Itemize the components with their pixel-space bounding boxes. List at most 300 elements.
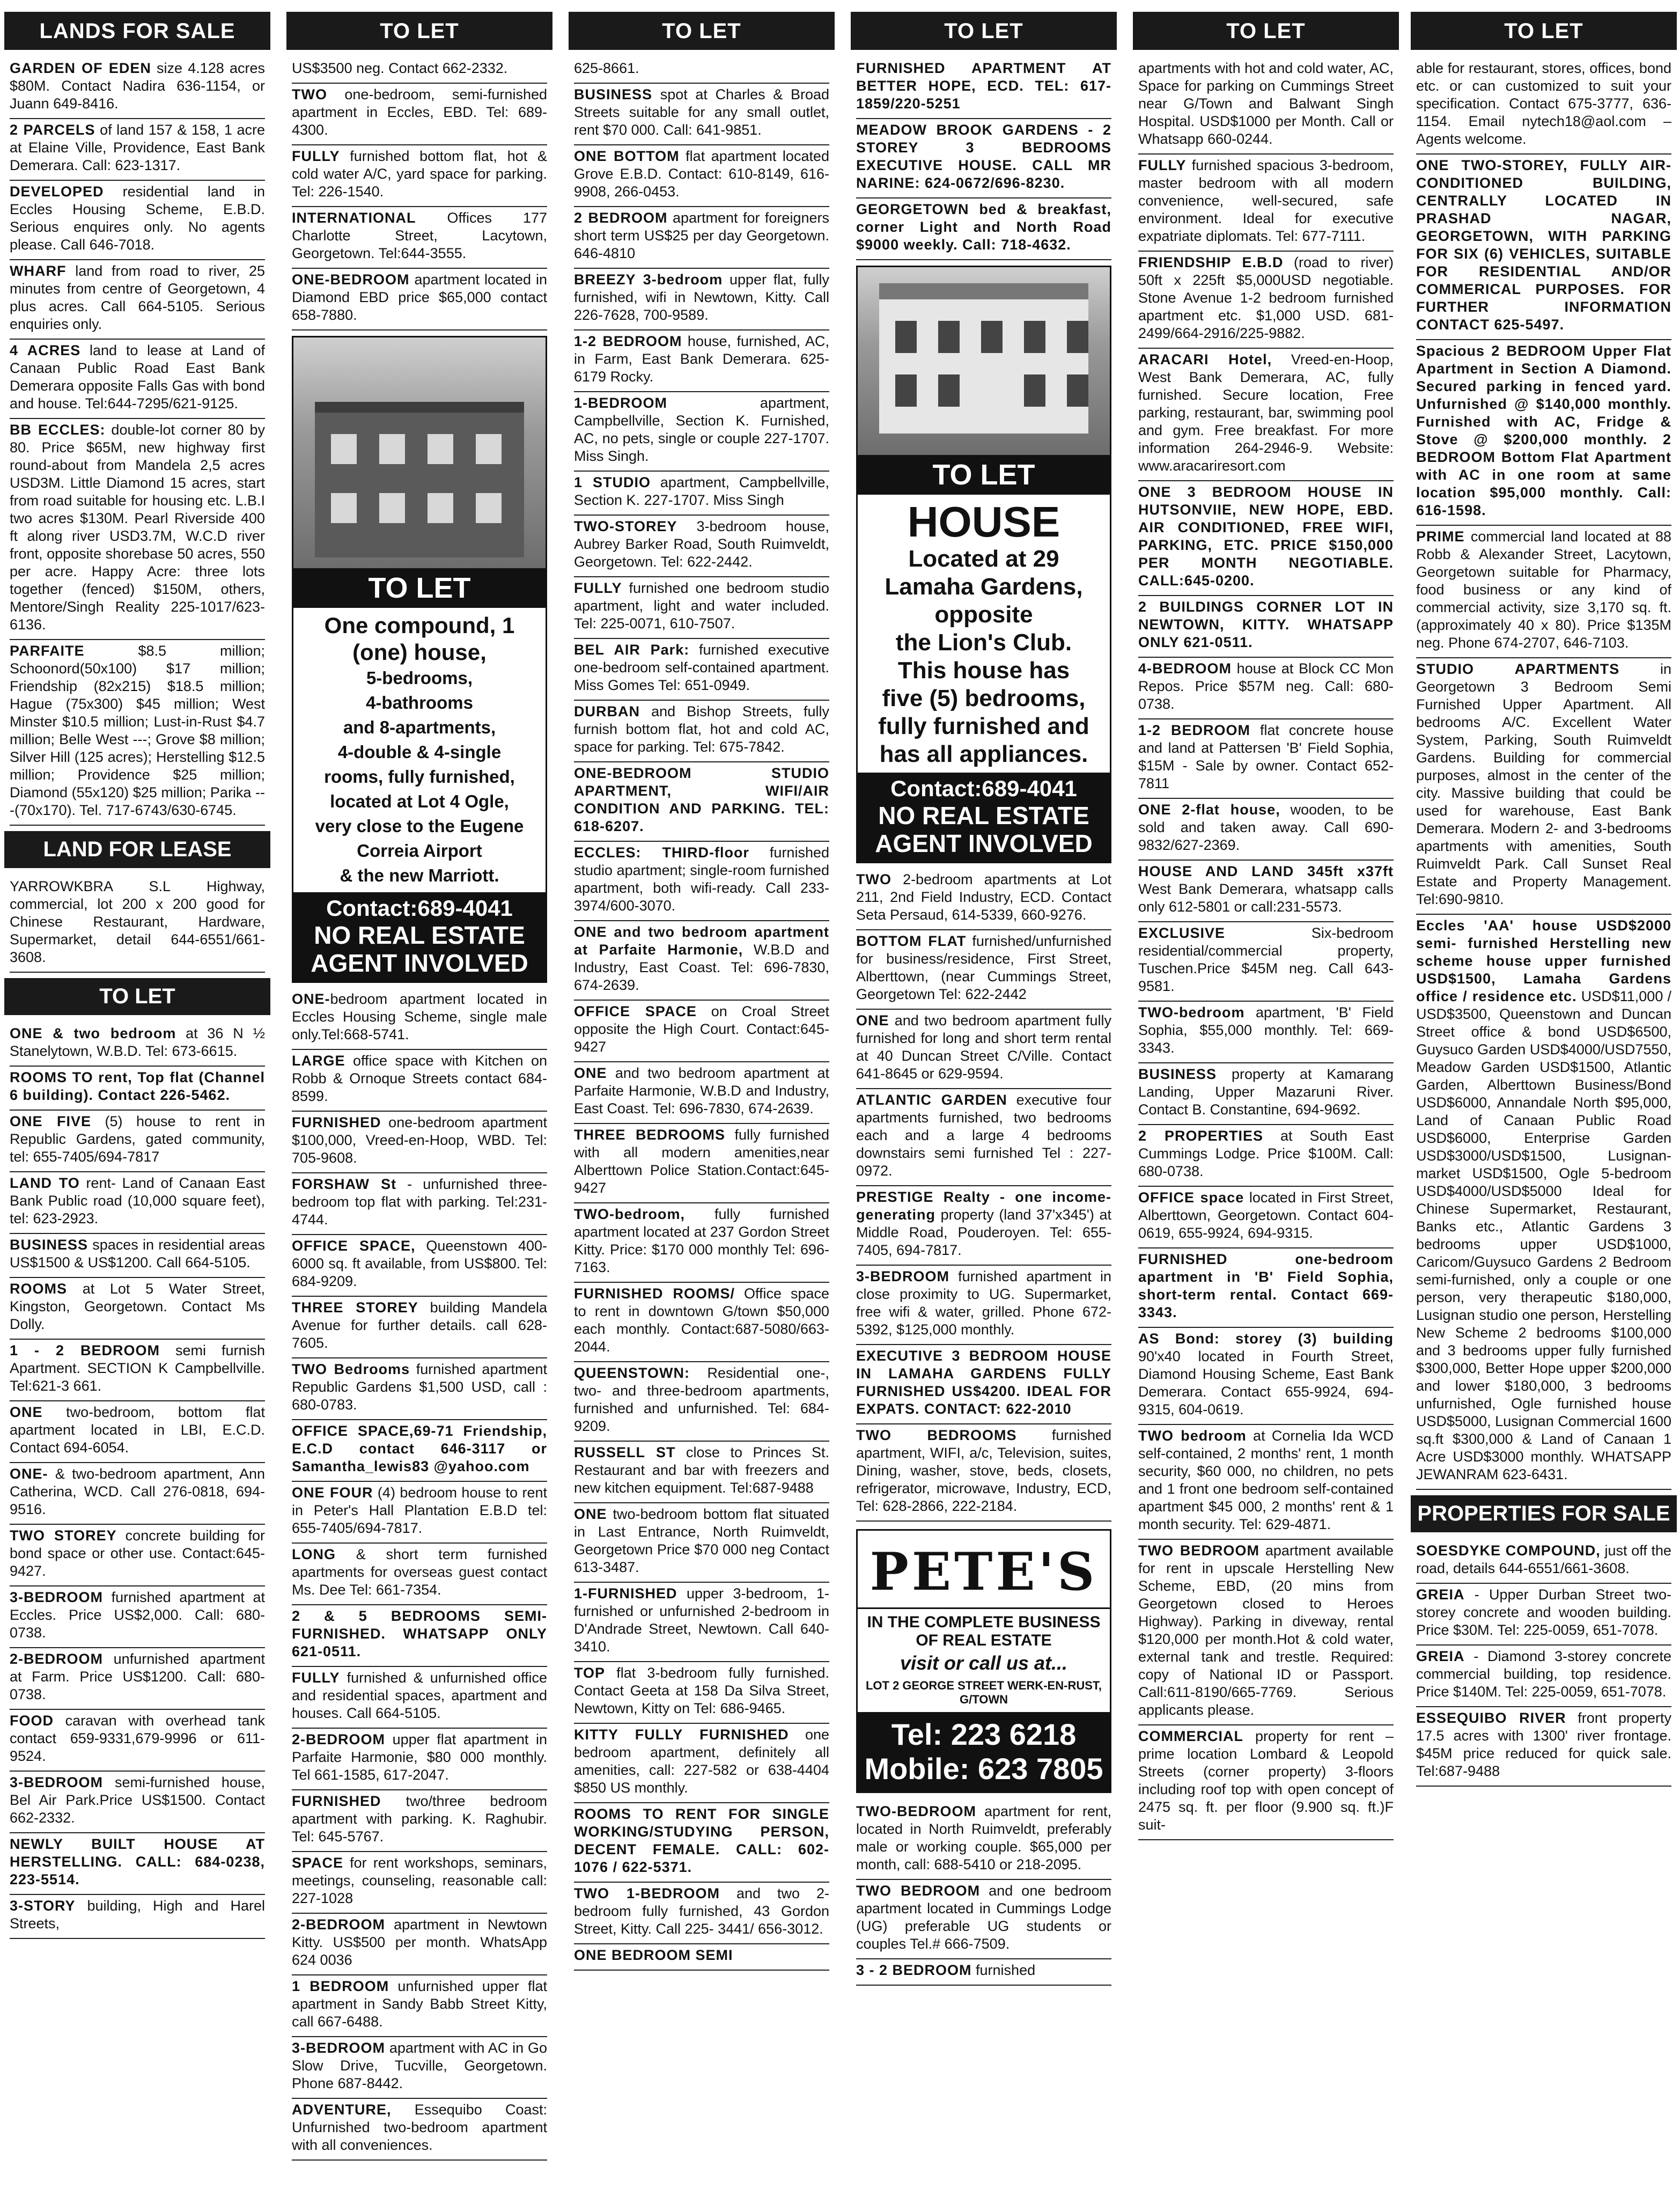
ads-to-let: [286, 57, 552, 330]
ad-lead: COMMERCIAL: [1138, 1728, 1243, 1744]
ad-text: spaces in residential areas US$1500 & US$1200. Call 664-5105.: [10, 1237, 265, 1270]
ad-text: able for restaurant, stores, offices, bond etc. or can customized to suit your specification. Contact 675-3777, 636-1154. Email nytech18@aol.com – Agents welcome.: [1416, 60, 1671, 147]
ad-text: two/three bedroom apartment with parking. K. Raghubir. Tel: 645-5767.: [292, 1793, 547, 1845]
ad-text: flat 3-bedroom fully furnished. Contact Geeta at 158 Da Silva Street, Newtown, Kitty on Tel: 686-9465.: [574, 1665, 829, 1716]
classified-ad: [292, 1729, 547, 1790]
classified-ad: [574, 1944, 829, 1971]
ad-lead: 1-2 BEDROOM: [1138, 722, 1250, 738]
classified-ad: [292, 988, 547, 1050]
classified-ad: [10, 640, 265, 826]
ad-text: one bedroom apartment, definitely all amenities, call: 227-582 or 638-4404 $850 US monthly.: [574, 1727, 829, 1796]
ad-text: furnished studio apartment; single-room furnished apartment, both wifi-ready. Call 233-3974/600-3070.: [574, 844, 829, 914]
ad-lead: FULLY: [292, 148, 340, 164]
ad-lead: EXCLUSIVE: [1138, 925, 1226, 941]
ad-lead: TWO bedroom: [1138, 1428, 1247, 1444]
ad-lead: ROOMS TO rent, Top flat (Channel 6 building). Contact 226-5462.: [10, 1069, 265, 1103]
ad-text: bedroom apartment located in Eccles Housing Scheme, single male only.Tel:668-5741.: [292, 991, 547, 1042]
ad-text: concrete building for bond space or other use. Contact:645-9427.: [10, 1527, 265, 1579]
ad-lead: 2 BEDROOM: [574, 210, 668, 226]
building-photo: [293, 337, 546, 568]
box-line: has all appliances.: [879, 741, 1088, 767]
ad-lead: DURBAN: [574, 703, 640, 719]
ad-lead: PRIME: [1416, 528, 1465, 545]
classified-ad: [10, 876, 265, 973]
classified-ad: [574, 1283, 829, 1362]
ad-text: apartment in Newtown Kitty. US$500 per month. WhatsApp 624 0036: [292, 1916, 547, 1968]
ad-lead: BUSINESS: [574, 86, 653, 102]
ad-text: executive four apartments furnished, two bedrooms each and a large 4 bedrooms downstairs semi furnished Tel : 227-0972.: [856, 1092, 1112, 1179]
ad-text: furnished spacious 3-bedroom, master bedroom with all modern convenience, well-secured, safe environment. Ideal for executive expatriate diplomats. Tel: 677-7111.: [1138, 157, 1394, 244]
classified-ad: [1138, 155, 1394, 252]
ad-lead: MEADOW BROOK GARDENS - 2 STOREY 3 BEDROOMS EXECUTIVE HOUSE. CALL MR NARINE: 624-0672/696-8230.: [856, 122, 1111, 191]
ads-to-let: [1411, 57, 1677, 1490]
ad-lead: BEL AIR Park:: [574, 642, 690, 658]
ad-text: house at Block CC Mon Repos. Price $57M neg. Call: 680-0738.: [1138, 660, 1394, 712]
ad-lead: ONE TWO-STOREY, FULLY AIR-CONDITIONED BUILDING, CENTRALLY LOCATED IN PRASHAD NAGAR, GEORGETOWN, WITH PARKING FOR SIX (6) VEHICLES, SUITABLE FOR RESIDENTIAL AND/OR COMMERICAL PURPOSES. FOR FURTHER INFORMATION CONTACT 625-5497.: [1416, 157, 1671, 333]
ad-lead: ESSEQUIBO RIVER: [1416, 1710, 1566, 1726]
ad-lead: 2-BEDROOM: [292, 1916, 386, 1933]
classified-ad: [292, 1975, 547, 2037]
ad-lead: ONE & two bedroom: [10, 1025, 176, 1041]
ad-text: - Diamond 3-storey concrete commercial building, top residence. Price $140M. Tel: 225-0059, 651-7078.: [1416, 1648, 1671, 1700]
section-header-land-for-lease: LAND FOR LEASE: [4, 831, 270, 868]
ad-text: commercial land located at 88 Robb & Alexander Street, Lacytown, Georgetown suitable for Pharmacy, food business or any kind of commercial activity, size 3,170 sq. ft. (approximately 40 x 80). Price $135M neg. Phone 674-2707, 646-7103.: [1416, 528, 1671, 651]
ad-lead: BB ECCLES:: [10, 422, 106, 438]
ad-text: flat apartment located Grove E.B.D. Contact: 610-8149, 616-9908, 266-0453.: [574, 148, 829, 200]
box-line: Located at 29: [908, 546, 1059, 572]
ad-lead: OFFICE SPACE,: [292, 1238, 416, 1254]
classified-ad: [574, 1883, 829, 1944]
classified-ad: [1416, 526, 1671, 658]
classified-ad: [10, 1340, 265, 1401]
ad-lead: 2 BUILDINGS CORNER LOT IN NEWTOWN, KITTY. WHATSAPP ONLY 621-0511.: [1138, 599, 1394, 650]
ad-text: Offices 177 Charlotte Street, Lacytown, Georgetown. Tel:644-3555.: [292, 210, 547, 261]
section-header-to-let: TO LET: [286, 12, 552, 50]
classified-ad: [856, 57, 1111, 119]
ad-lead: ONE-: [10, 1466, 48, 1482]
ad-lead: ONE: [856, 1012, 889, 1029]
classified-ad: [10, 1525, 265, 1586]
ad-lead: GARDEN OF EDEN: [10, 60, 151, 76]
ad-text: on Croal Street opposite the High Court. Contact:645-9427: [574, 1003, 829, 1055]
column-4: [851, 12, 1117, 2198]
no-agent-notice: NO REAL ESTATE AGENT INVOLVED: [311, 921, 528, 977]
section-header-to-let: TO LET: [1411, 12, 1677, 50]
classified-ad: [292, 145, 547, 207]
ad-text: flat concrete house and land at Pattersen 'B' Field Sophia, $15M - Sale by owner. Contact 652-7811: [1138, 722, 1394, 791]
classified-ad: [292, 1173, 547, 1235]
ads-land-for-lease: [4, 876, 270, 973]
ad-lead: ONE: [574, 1065, 607, 1081]
classified-ad: [574, 1503, 829, 1583]
ad-lead: SOESDYKE COMPOUND,: [1416, 1542, 1601, 1559]
section-header-to-let: TO LET: [569, 12, 835, 50]
classified-ad: [1138, 922, 1394, 1002]
ad-text: caravan with overhead tank contact 659-9331,679-9996 or 611-9524.: [10, 1713, 265, 1764]
ad-text: property at Kamarang Landing, Upper Mazaruni River. Contact B. Constantine, 694-9692.: [1138, 1066, 1394, 1118]
column-3: [569, 12, 835, 2198]
ad-text: apartment for rent, located in North Ruimveldt, preferably male or working couple. $65,000 per month, call: 688-5410 or 218-2095.: [856, 1803, 1111, 1872]
ad-lead: TWO BEDROOMS: [856, 1427, 1017, 1443]
classified-ad: [1416, 658, 1671, 915]
ad-text: close to Princes St. Restaurant and bar with freezers and new kitchen equipment. Tel:687-9488: [574, 1444, 829, 1496]
ad-text: 625-8661.: [574, 60, 639, 76]
classified-ad: [574, 330, 829, 392]
ad-lead: EXECUTIVE 3 BEDROOM HOUSE IN LAMAHA GARDENS FULLY FURNISHED US$4200. IDEAL FOR EXPATS. CONTACT: 622-2010: [856, 1348, 1111, 1417]
ad-lead: ARACARI Hotel,: [1138, 351, 1272, 368]
ad-text: Six-bedroom residential/commercial property, Tuschen.Price $45M neg. Call 643-9581.: [1138, 925, 1394, 994]
ad-lead: STUDIO APARTMENTS: [1416, 661, 1620, 677]
ad-lead: INTERNATIONAL: [292, 210, 416, 226]
classified-ad: [1138, 799, 1394, 861]
classified-ad: [1416, 57, 1671, 155]
classified-ad: [292, 1914, 547, 1975]
classified-ad: [856, 1880, 1111, 1959]
classified-ad: [292, 57, 547, 84]
ad-lead: OFFICE space: [1138, 1189, 1244, 1206]
ad-lead: ONE-: [292, 991, 330, 1007]
ad-text: front property 17.5 acres with 1300' river frontage. $45M price reduced for quick sale. Tel:687-9488: [1416, 1710, 1672, 1779]
classified-ad: [574, 207, 829, 269]
ads-to-let: [4, 1023, 270, 1939]
classified-ad: [10, 1833, 265, 1895]
ad-text: US$3500 neg. Contact 662-2332.: [292, 60, 508, 76]
box-line: 5-bedrooms,: [366, 668, 473, 688]
classified-ad: [292, 2099, 547, 2161]
ad-text: office space with Kitchen on Robb & Ornoque Streets contact 684-8599.: [292, 1053, 547, 1104]
classified-ad: [574, 1062, 829, 1124]
ad-text: upper 3-bedroom, 1-furnished or unfurnished 2-bedroom in D'Andrade Street, Newtown. Call 640-3410.: [574, 1585, 829, 1655]
petes-mobile: Mobile: 623 7805: [864, 1752, 1103, 1786]
classified-ad: [574, 577, 829, 639]
ads-to-let: [1133, 57, 1399, 1840]
ad-text: furnished: [971, 1962, 1036, 1978]
ad-lead: TWO BEDROOM: [856, 1883, 981, 1899]
ad-text: Vreed-en-Hoop, West Bank Demerara, AC, fully furnished. Secure location, Free parking, restaurant, bar, swimming pool and gym. Free breakfast. For more information 264-2946-9. Website: www.aracariresort.com: [1138, 351, 1394, 474]
ad-text: Queenstown 400-6000 sq. ft available, from US$800. Tel: 684-9209.: [292, 1238, 547, 1289]
ad-text: wooden, to be sold and taken away. Call 690-9832/627-2369.: [1138, 802, 1394, 853]
ads-to-let-continued: [286, 988, 552, 2161]
ad-text: & short term furnished apartments for overseas guest contact Ms. Dee Tel: 661-7354.: [292, 1546, 547, 1598]
display-ad-ogle-compound: [292, 336, 547, 983]
box-line: five (5) bedrooms,: [882, 685, 1086, 711]
ad-lead: 4 ACRES: [10, 342, 81, 358]
ad-lead: 1-FURNISHED: [574, 1585, 677, 1602]
classified-ad: [856, 1959, 1111, 1986]
ad-text: (5) house to rent in Republic Gardens, gated community, tel: 655-7405/694-7817: [10, 1113, 265, 1165]
ad-text: furnished apartment in close proximity to UG. Supermarket, free wifi & water, grilled. Phone 672-5392, $125,000 monthly.: [856, 1268, 1111, 1338]
ad-text: two-bedroom, bottom flat apartment located in LBI, E.C.D. Contact 694-6054.: [10, 1404, 265, 1456]
classified-ad: [1138, 1187, 1394, 1248]
classified-ad: [1416, 1707, 1671, 1787]
ad-text: size 4.128 acres $80M. Contact Nadira 636-1154, or Juann 649-8416.: [10, 60, 265, 112]
ad-lead: THREE STOREY: [292, 1299, 418, 1316]
ad-lead: ONE: [10, 1404, 43, 1420]
section-header-to-let: TO LET: [4, 978, 270, 1015]
ad-text: upper flat, fully furnished, wifi in Newtown, Kitty. Call 226-7628, 700-9589.: [574, 271, 830, 323]
ad-lead: FURNISHED one-bedroom apartment in 'B' Field Sophia, short-term rental. Contact 669-3343.: [1138, 1251, 1394, 1320]
column-1: [4, 12, 270, 2198]
classified-ad: [574, 1124, 829, 1203]
ad-lead: FULLY: [292, 1670, 340, 1686]
ad-lead: LONG: [292, 1546, 336, 1562]
classified-ad: [10, 340, 265, 419]
box-line: 4-bathrooms: [366, 693, 473, 712]
ad-lead: PARFAITE: [10, 643, 85, 659]
classified-ad: [1138, 1125, 1394, 1187]
box-line: rooms, fully furnished,: [324, 767, 515, 787]
ad-text: apartment available for rent in upscale Herstelling New Scheme, EBD, (20 mins from Georgetown closed to Heroes Highway). Parking in diveway, rental $120,000 per month.Hot & cold water, external tank and trestle. Required: copy of National ID or Passport. Call:611-8190/665-7769. Serious applicants please.: [1138, 1542, 1394, 1718]
ad-text: furnished apartment at Eccles. Price US$2,000. Call: 680-0738.: [10, 1589, 265, 1641]
ad-text: at 36 N ½ Stanelytown, W.B.D. Tel: 673-6615.: [10, 1025, 265, 1059]
ad-lead: FULLY: [1138, 157, 1187, 173]
box-lines: [861, 545, 1107, 768]
ad-text: furnished apartment Republic Gardens $1,500 USD, call : 680-0783.: [292, 1361, 547, 1413]
classified-ad: [1416, 340, 1671, 526]
ad-lead: BOTTOM FLAT: [856, 933, 967, 949]
ad-lead: 3-BEDROOM: [292, 2040, 386, 2056]
classified-ad: [574, 1583, 829, 1662]
ad-text: Residential one-, two- and three-bedroom apartments, furnished and unfurnished. Tel: 684-9209.: [574, 1365, 829, 1434]
box-line: fully furnished and: [878, 713, 1089, 739]
classified-ad: [10, 260, 265, 340]
classified-ad: [1138, 1002, 1394, 1063]
classified-ad: [1138, 481, 1394, 596]
classified-ad: [10, 1463, 265, 1525]
classified-ad: [1138, 658, 1394, 719]
ad-lead: TWO-bedroom: [1138, 1004, 1245, 1020]
ad-text: apartment, Campbellville, Section K. 227-1707. Miss Singh: [574, 474, 829, 508]
classified-ad: [574, 145, 829, 207]
box-line: Correia Airport: [357, 841, 482, 861]
ad-text: land from road to river, 25 minutes from centre of Georgetown, 4 plus acres. Call 664-5105. Serious enquiries only.: [10, 263, 265, 332]
box-line: opposite: [934, 601, 1033, 628]
ad-lead: ONE-BEDROOM: [292, 271, 410, 288]
ad-lead: 4-BEDROOM: [1138, 660, 1232, 677]
classified-ad: [292, 1482, 547, 1544]
ad-lead: LAND TO: [10, 1175, 80, 1191]
ad-lead: TWO Bedrooms: [292, 1361, 410, 1377]
classified-ad: [10, 1772, 265, 1833]
ad-text: one-bedroom apartment $100,000, Vreed-en-Hoop, WBD. Tel: 705-9608.: [292, 1114, 547, 1166]
ad-lead: FRIENDSHIP E.B.D: [1138, 254, 1284, 270]
classified-ad: [10, 1401, 265, 1463]
ad-text: upper flat apartment in Parfaite Harmonie, $80 000 monthly. Tel 661-1585, 617-2047.: [292, 1731, 547, 1783]
ad-text: semi-furnished house, Bel Air Park.Price US$1500. Contact 662-2332.: [10, 1774, 265, 1826]
classified-ad: [292, 1112, 547, 1173]
classified-ad: [292, 1605, 547, 1667]
ad-text: at South East Cummings Lodge. Price $100M. Call: 680-0738.: [1138, 1128, 1394, 1179]
ad-text: 3-bedroom house, Aubrey Barker Road, South Ruimveldt, Georgetown. Tel: 622-2442.: [574, 518, 829, 570]
ad-lead: 3-BEDROOM: [10, 1589, 104, 1605]
classified-ad: [856, 1345, 1111, 1424]
classified-ad: [574, 921, 829, 1001]
ad-lead: HOUSE AND LAND 345ft x37ft: [1138, 863, 1394, 879]
ads-to-let-end: [851, 1801, 1117, 1986]
ad-text: property (land 37'x345') at Middle Road, Pouderoyen. Tel: 655-7405, 694-7817.: [856, 1207, 1111, 1258]
ad-lead: ROOMS TO RENT FOR SINGLE WORKING/STUDYING PERSON, DECENT FEMALE. CALL: 602-1076 / 622-5371.: [574, 1806, 829, 1875]
ad-lead: OFFICE SPACE,69-71 Friendship, E.C.D contact 646-3117 or Samantha_lewis83 @yahoo.com: [292, 1423, 547, 1474]
classified-ad: [10, 1278, 265, 1340]
ad-lead: 2-BEDROOM: [292, 1731, 386, 1747]
ad-lead: FURNISHED APARTMENT AT BETTER HOPE, ECD. TEL: 617-1859/220-5251: [856, 60, 1111, 112]
box-contact: [293, 892, 546, 981]
ad-text: apartment, Campbellville, Section K. Furnished, AC, no pets, single or couple 227-1707. Miss Singh.: [574, 395, 829, 464]
ad-lead: Spacious 2 BEDROOM Upper Flat Apartment in Section A Diamond. Secured parking in fenced yard. Unfurnished @ $140,000 monthly. Furnished with AC, Fridge & Stove @ $200,000 monthly. 2 BEDROOM Bottom Flat Apartment with AC in one room at same location $95,000 monthly. Call: 616-1598.: [1416, 343, 1671, 518]
ad-text: & two-bedroom apartment, Ann Catherina, WCD. Call 276-0818, 694-9516.: [10, 1466, 265, 1517]
section-header-lands-for-sale: LANDS FOR SALE: [4, 12, 270, 50]
ad-text: residential land in Eccles Housing Scheme, E.B.D. Serious enquires only. No agents please. Call 646-7018.: [10, 183, 265, 253]
classified-ad: [856, 1424, 1111, 1522]
ad-text: $8.5 million; Schoonord(50x100) $17 million; Friendship (82x215) $18.5 million; Hague (75x300) $45 million; West Minster $10.5 million; Lust-in-Rust $4.7 million; Belle West ---; Grove $8 million; Silver Hill (125 acres); Herstelling $12.5 million; Providence $25 million; Diamond (55x120) $25 million; Parika ---(70x170). Tel. 717-6743/630-6745.: [10, 643, 265, 818]
petes-phones: [858, 1712, 1110, 1791]
ad-text: at Lot 5 Water Street, Kingston, Georgetown. Contact Ms Dolly.: [10, 1281, 265, 1332]
classified-ad: [574, 84, 829, 145]
classified-ad: [856, 119, 1111, 199]
ad-text: - Upper Durban Street two-storey concrete and wooden building. Price $30M. Tel: 225-0059, 651-7078.: [1416, 1586, 1671, 1638]
ad-lead: FURNISHED: [292, 1114, 381, 1130]
classified-ad: [856, 1089, 1111, 1186]
ad-text: YARROWKBRA S.L Highway, commercial, lot 200 x 200 good for Chinese Restaurant, Hardware, Supermarket, detail 644-6551/661-3608.: [10, 878, 265, 965]
ad-lead: TWO BEDROOM: [1138, 1542, 1259, 1559]
classified-ad: [10, 119, 265, 181]
ads-properties-for-sale: [1411, 1540, 1677, 1787]
ad-lead: BUSINESS: [10, 1237, 89, 1253]
ad-lead: ONE-BEDROOM STUDIO APARTMENT, WIFI/AIR CONDITION AND PARKING. TEL: 618-6207.: [574, 765, 829, 834]
section-header-properties-for-sale: PROPERTIES FOR SALE: [1411, 1495, 1677, 1532]
house-photo: [858, 267, 1110, 455]
classified-ad: [574, 57, 829, 84]
classified-ad: [1138, 1328, 1394, 1425]
ad-text: fully furnished apartment located at 237 Gordon Street Kitty. Price: $170 000 monthly Tel: 696-7163.: [574, 1206, 829, 1275]
ad-text: furnished one bedroom studio apartment, light and water included. Tel: 225-0071, 610-7507.: [574, 580, 829, 631]
classified-ad: [10, 1586, 265, 1648]
ad-text: of land 157 & 158, 1 acre at Elaine Ville, Providence, East Bank Demerara. Call: 623-1317.: [10, 122, 265, 173]
ad-lead: TWO-STOREY: [574, 518, 677, 534]
ad-text: located in First Street, Alberttown, Georgetown. Contact 604-0619, 655-9924, 694-9315.: [1138, 1189, 1394, 1241]
ad-lead: LARGE: [292, 1053, 345, 1069]
classified-ad: [292, 1852, 547, 1914]
ad-text: rent- Land of Canaan East Bank Public road (10,000 square feet), tel: 623-2923.: [10, 1175, 265, 1226]
ad-text: two-bedroom bottom flat situated in Last Entrance, North Ruimveldt, Georgetown Price $70 000 neg Contact 613-3487.: [574, 1506, 829, 1575]
ad-lead: ONE FIVE: [10, 1113, 91, 1129]
classified-ad: [574, 1362, 829, 1442]
ad-text: just off the road, details 644-6551/661-3608.: [1416, 1542, 1671, 1576]
box-title: One compound, 1 (one) house,: [324, 613, 515, 665]
box-line: 4-double & 4-single: [337, 742, 502, 762]
ad-text: furnished apartment, WIFI, a/c, Television, suites, Dining, washer, stove, beds, closets, refrigerator, microwave, Industry, ECD, Tel: 628-2866, 222-2184.: [856, 1427, 1111, 1514]
ads-to-let: [851, 57, 1117, 260]
contact-phone: Contact:689-4041: [326, 895, 513, 921]
box-line: very close to the Eugene: [315, 816, 524, 836]
ad-lead: THREE BEDROOMS: [574, 1127, 725, 1143]
ad-text: furnished & unfurnished office and residential spaces, apartment and houses. Call 664-5105.: [292, 1670, 547, 1721]
ad-text: apartment with AC in Go Slow Drive, Tucville, Georgetown. Phone 687-8442.: [292, 2040, 547, 2091]
ad-text: land to lease at Land of Canaan Public Road East Bank Demerara opposite Falls Gas with bond and house. Tel:644-7295/621-9125.: [10, 342, 265, 412]
classified-ad: [574, 1001, 829, 1062]
ad-lead: 1 BEDROOM: [292, 1978, 389, 1994]
no-agent-notice: NO REAL ESTATE AGENT INVOLVED: [875, 802, 1093, 857]
box-line: the Lion's Club.: [895, 629, 1072, 656]
ad-text: semi furnish Apartment. SECTION K Campbellville. Tel:621-3 661.: [10, 1342, 265, 1394]
ad-text: apartment, 'B' Field Sophia, $55,000 monthly. Tel: 669-3343.: [1138, 1004, 1394, 1056]
classified-ad: [10, 181, 265, 260]
classified-ad: [1138, 57, 1394, 155]
ad-lead: 1-BEDROOM: [574, 395, 668, 411]
ad-lead: 2-BEDROOM: [10, 1651, 104, 1667]
classified-ad: [856, 1186, 1111, 1266]
ad-text: in Georgetown 3 Bedroom Semi Furnished Upper Apartment. All bedrooms A/C. Excellent Water System, Parking, South Ruimveldt Gardens. Building for commercial purposes, almost in the center of the city. Massive building that could be used for warehouse, East Bank Demerara. Modern 2- and 3-bedrooms apartments with amenities, South Ruimveldt Park. Call Sunset Real Estate and Property Management. Tel:690-9810.: [1416, 661, 1671, 907]
ad-text: furnished executive one-bedroom self-contained apartment. Miss Gomes Tel: 651-0949.: [574, 642, 829, 693]
ad-lead: FORSHAW St: [292, 1176, 397, 1192]
classified-ad: [10, 1111, 265, 1172]
classified-ad: [574, 516, 829, 577]
ad-lead: ECCLES: THIRD-floor: [574, 844, 749, 861]
ad-lead: GEORGETOWN bed & breakfast, corner Light and North Road $9000 weekly. Call: 718-4632.: [856, 201, 1111, 253]
classified-ad: [10, 1648, 265, 1710]
ad-lead: ROOMS: [10, 1281, 68, 1297]
ad-text: 2-bedroom apartments at Lot 211, 2nd Field Industry, ECD. Contact Seta Persaud, 614-5339, 660-9276.: [856, 871, 1111, 923]
ad-lead: SPACE: [292, 1855, 344, 1871]
ad-lead: TOP: [574, 1665, 606, 1681]
box-line: and 8-apartments,: [343, 717, 496, 737]
classified-ad: [1138, 1725, 1394, 1840]
box-line: Lamaha Gardens,: [885, 574, 1083, 600]
ad-lead: FURNISHED: [292, 1793, 381, 1809]
ad-lead: TWO-bedroom,: [574, 1206, 685, 1222]
classified-ad: [574, 701, 829, 762]
classified-ad: [292, 1420, 547, 1482]
ad-lead: OFFICE SPACE: [574, 1003, 697, 1019]
ad-text: for rent workshops, seminars, meetings, counseling, reasonable call: 227-1028: [292, 1855, 547, 1906]
ad-lead: ONE BEDROOM SEMI: [574, 1947, 733, 1963]
ads-to-let-continued: [851, 869, 1117, 1522]
petes-visit: visit or call us at...: [900, 1652, 1068, 1674]
ads-to-let: [569, 57, 835, 1971]
classified-ad: [1138, 1425, 1394, 1540]
classified-ad: [292, 2037, 547, 2099]
ad-lead: TWO: [292, 86, 327, 102]
classified-ad: [292, 1667, 547, 1729]
ad-text: house, furnished, AC, in Farm, East Bank Demerara. 625-6179 Rocky.: [574, 333, 829, 385]
classified-ad: [1416, 915, 1671, 1490]
ad-lead: FULLY: [574, 580, 622, 596]
ad-text: (4) bedroom house to rent in Peter's Hall Plantation E.B.D tel: 655-7405/694-7817.: [292, 1485, 547, 1536]
box-line: located at Lot 4 Ogle,: [330, 791, 509, 811]
ad-lead: ONE FOUR: [292, 1485, 373, 1501]
classified-ad: [574, 1724, 829, 1803]
classified-ad: [10, 1172, 265, 1234]
ad-text: fully furnished with all modern amenities,near Alberttown Police Station.Contact:645-9427: [574, 1127, 829, 1196]
classified-ad: [574, 392, 829, 472]
ad-lead: Eccles 'AA' house USD$2000 semi- furnished Herstelling new scheme house upper furnished USD$1500, Lamaha Gardens office / residence etc.: [1416, 917, 1671, 1004]
box-body: [858, 495, 1110, 773]
ad-lead: NEWLY BUILT HOUSE AT HERSTELLING. CALL: 684-0238, 223-5514.: [10, 1836, 265, 1887]
box-title: HOUSE: [907, 498, 1060, 546]
classified-ad: [10, 1067, 265, 1111]
classified-ad: [574, 762, 829, 842]
display-ad-lamaha-house: [856, 266, 1111, 863]
column-2: [286, 12, 552, 2198]
classified-ad: [1138, 1063, 1394, 1125]
ad-text: Essequibo Coast: Unfurnished two-bedroom apartment with all conveniences.: [292, 2102, 547, 2153]
ad-lead: KITTY FULLY FURNISHED: [574, 1727, 789, 1743]
ad-lead: ONE 2-flat house,: [1138, 802, 1280, 818]
ad-lead: 2 & 5 BEDROOMS SEMI-FURNISHED. WHATSAPP ONLY 621-0511.: [292, 1608, 547, 1659]
ad-text: unfurnished apartment at Farm. Price US$1200. Call: 680-0738.: [10, 1651, 265, 1702]
ad-lead: 2 PROPERTIES: [1138, 1128, 1264, 1144]
classified-ad: [856, 1266, 1111, 1345]
